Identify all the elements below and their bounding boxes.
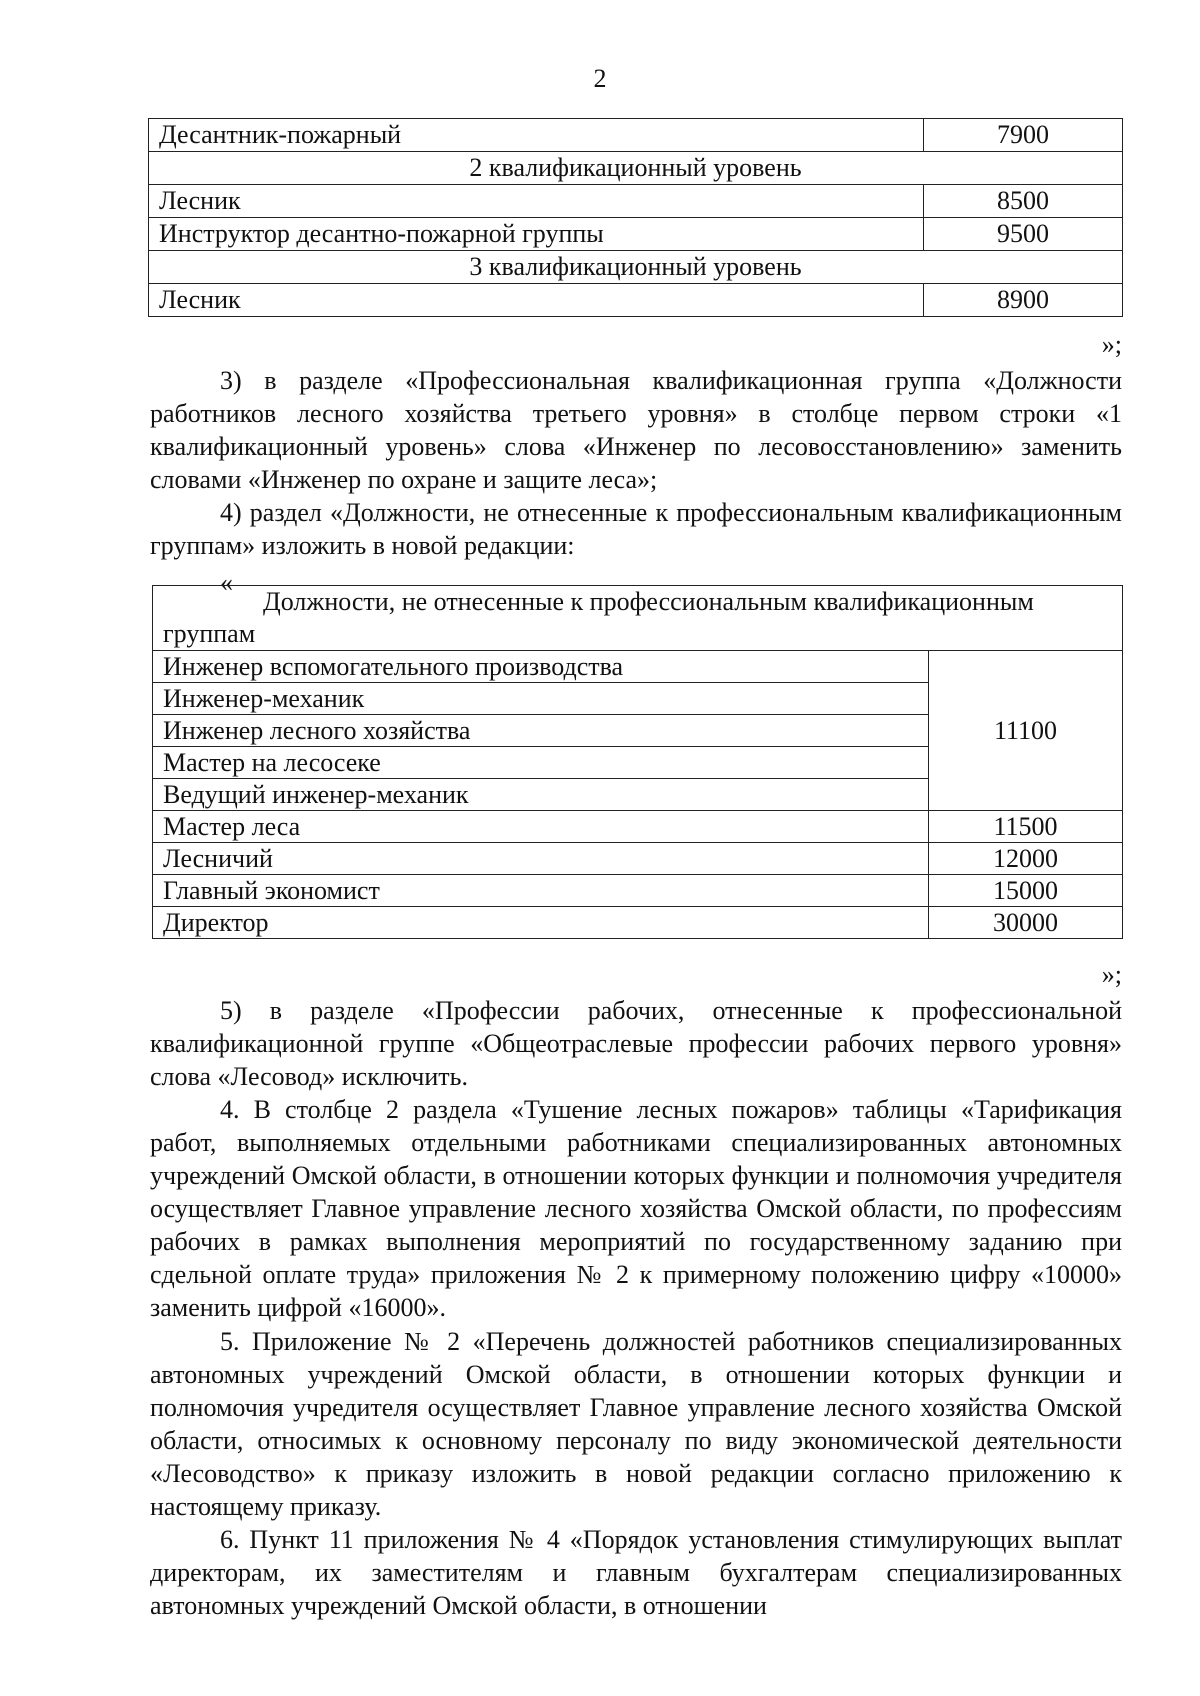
level-header: 3 квалификационный уровень [149,251,1123,284]
table-row [149,251,1123,284]
table-heading: Должности, не отнесенные к профессиональным квалификационным группам [153,586,1123,651]
table-row [149,152,1123,185]
row-label: Лесник [149,185,924,218]
item-5: 5. Приложение № 2 «Перечень должностей работников специализированных автономных учреждений Омской области, в отношении которых функции и полномочия учредителя осуществляет Главное управление лесного хозяйства Омской области, относимых к основному персоналу по виду экономической деятельности «Лесоводство» к приказу изложить в новой редакции согласно приложению к настоящему приказу. [150,1327,1122,1521]
table-row [153,651,1123,683]
table-row [153,875,1123,907]
row-label: Десантник-пожарный [149,119,924,152]
table-row [149,119,1123,152]
table-row [153,586,1123,651]
table-row [153,907,1123,939]
table-row [149,185,1123,218]
paragraph-4: 4) раздел «Должности, не отнесенные к профессиональным квалификационным группам» изложить в новой редакции: [150,498,1122,560]
level-header: 2 квалификационный уровень [149,152,1123,185]
item-6: 6. Пункт 11 приложения № 4 «Порядок установления стимулирующих выплат директорам, их заместителям и главным бухгалтерам специализированных автономных учреждений Омской области, в отношении [150,1525,1122,1620]
row-value: 9500 [924,218,1123,251]
paragraph-3: 3) в разделе «Профессиональная квалификационная группа «Должности работников лесного хозяйства третьего уровня» в столбце первом строки «1 квалификационный уровень» слова «Инженер по лесовосстановлению» заменить словами «Инженер по охране и защите леса»; [150,366,1122,494]
page-number: 2 [593,64,607,93]
row-value: 12000 [929,843,1123,875]
positions-table [152,585,1123,939]
table-row [153,811,1123,843]
row-value: 15000 [929,875,1123,907]
group-value: 11100 [929,651,1123,811]
item-4: 4. В столбце 2 раздела «Тушение лесных пожаров» таблицы «Тарификация работ, выполняемых отдельными работниками специализированных автономных учреждений Омской области, в отношении которых функции и полномочия учредителя осуществляет Главное управление лесного хозяйства Омской области, по профессиям рабочих в рамках выполнения мероприятий по государственному заданию при сдельной оплате труда» приложения № 2 к примерному положению цифру «10000» заменить цифрой «16000». [150,1095,1122,1322]
table-row [149,218,1123,251]
row-value: 8500 [924,185,1123,218]
closing-quote: »; [1101,330,1122,359]
row-label: Инженер вспомогательного производства [153,651,929,683]
row-label: Мастер леса [153,811,929,843]
row-label: Инструктор десантно-пожарной группы [149,218,924,251]
row-label: Лесник [149,284,924,317]
row-label: Главный экономист [153,875,929,907]
paragraph-5: 5) в разделе «Профессии рабочих, отнесенные к профессиональной квалификационной группе «Общеотраслевые профессии рабочих первого уровня» слова «Лесовод» исключить. [150,996,1122,1091]
row-value: 30000 [929,907,1123,939]
row-label: Инженер лесного хозяйства [153,715,929,747]
opening-quote: « [220,568,233,597]
row-label: Директор [153,907,929,939]
row-label: Мастер на лесосеке [153,747,929,779]
row-value: 11500 [929,811,1123,843]
table-row [153,843,1123,875]
row-label: Инженер-механик [153,683,929,715]
row-value: 7900 [924,119,1123,152]
closing-quote: »; [1101,960,1122,989]
row-value: 8900 [924,284,1123,317]
row-label: Лесничий [153,843,929,875]
qualification-table [148,118,1123,317]
row-label: Ведущий инженер-механик [153,779,929,811]
table-row [149,284,1123,317]
